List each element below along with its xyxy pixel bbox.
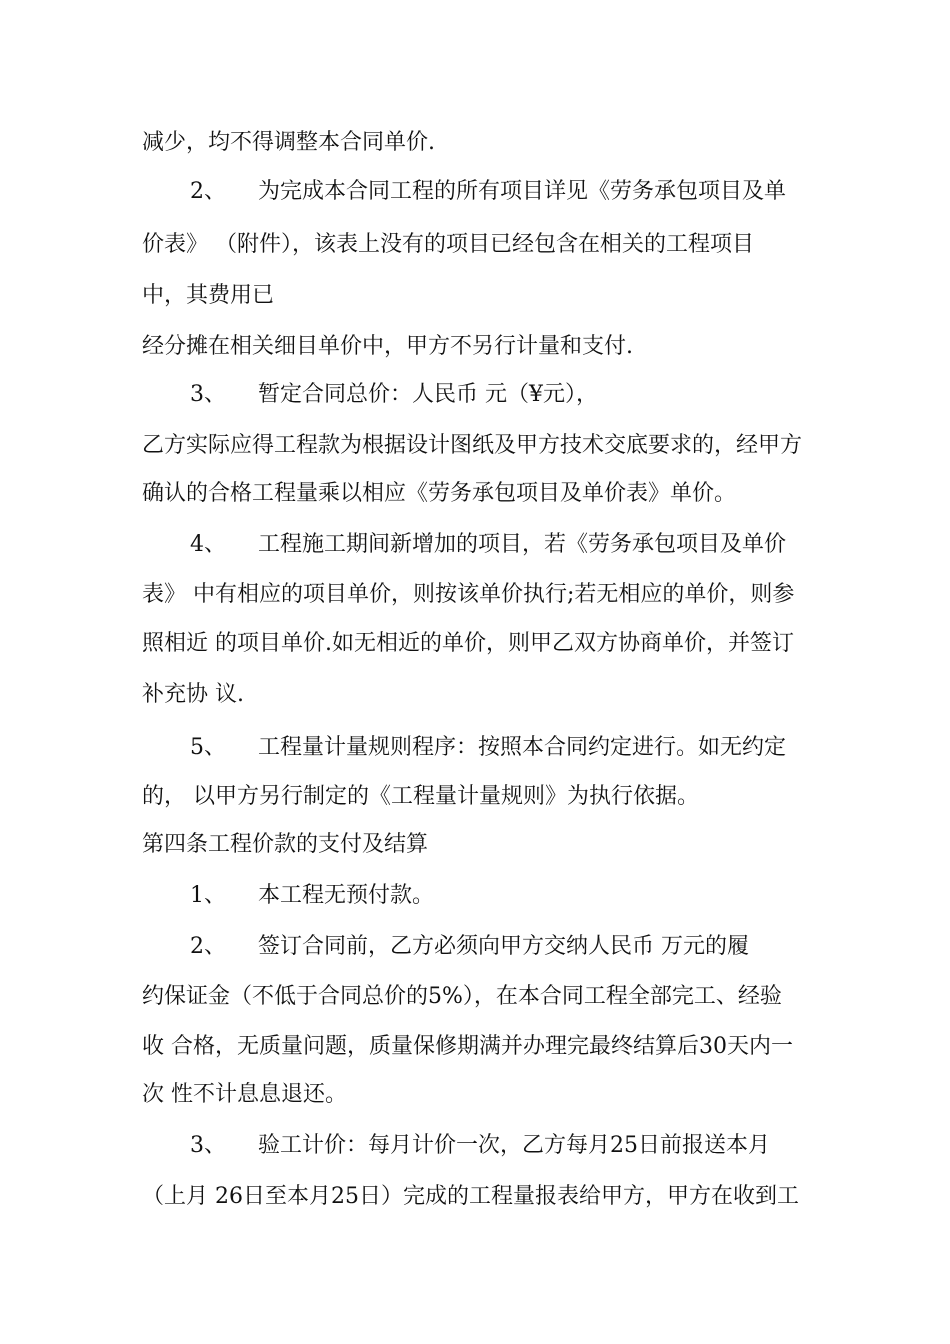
clause-text: 工程施工期间新增加的项目，若《劳务承包项目及单价 <box>258 532 787 557</box>
text-line: 约保证金（不低于合同总价的5%），在本合同工程全部完工、经验 <box>142 984 782 1009</box>
clause-text: 工程量计量规则程序：按照本合同约定进行。如无约定 <box>258 735 787 760</box>
text-line: 减少，均不得调整本合同单价. <box>142 130 435 155</box>
text-line: （上月 26日至本月25日）完成的工程量报表给甲方，甲方在收到工 <box>142 1184 799 1209</box>
clause-line <box>190 881 832 911</box>
text-line: 次 性不计息息退还。 <box>142 1082 347 1107</box>
clause-line <box>190 932 832 962</box>
text-line: 的， 以甲方另行制定的《工程量计量规则》为执行依据。 <box>142 784 699 809</box>
clause-line <box>190 177 832 207</box>
clause-text: 为完成本合同工程的所有项目详见《劳务承包项目及单 <box>258 179 787 204</box>
text-line: 经分摊在相关细目单价中，甲方不另行计量和支付. <box>142 334 633 359</box>
text-line: 中，其费用已 <box>142 283 275 308</box>
item-number: 2、 <box>190 934 226 959</box>
text-line: 补充协 议. <box>142 682 244 707</box>
item-number: 5、 <box>190 735 226 760</box>
item-number: 1、 <box>190 883 226 908</box>
clause-text: 验工计价：每月计价一次，乙方每月25日前报送本月 <box>258 1133 770 1158</box>
item-number: 3、 <box>190 382 226 407</box>
item-number: 4、 <box>190 532 226 557</box>
clause-text: 暂定合同总价：人民币 元（¥元）， <box>258 382 598 407</box>
clause-line <box>190 380 832 410</box>
item-number: 2、 <box>190 179 226 204</box>
item-number: 3、 <box>190 1133 226 1158</box>
clause-line <box>190 530 832 560</box>
text-line: 表》 中有相应的项目单价，则按该单价执行;若无相应的单价，则参 <box>142 582 795 607</box>
text-line: 乙方实际应得工程款为根据设计图纸及甲方技术交底要求的，经甲方 <box>142 433 803 458</box>
clause-text: 签订合同前，乙方必须向甲方交纳人民币 万元的履 <box>258 934 749 959</box>
text-line: 收 合格，无质量问题，质量保修期满并办理完最终结算后30天内一 <box>142 1034 793 1059</box>
text-line: 照相近 的项目单价.如无相近的单价，则甲乙双方协商单价，并签订 <box>142 631 794 656</box>
section-heading: 第四条工程价款的支付及结算 <box>142 832 429 857</box>
clause-line <box>190 733 832 763</box>
clause-text: 本工程无预付款。 <box>258 883 435 908</box>
text-line: 价表》 （附件），该表上没有的项目已经包含在相关的工程项目 <box>142 232 754 257</box>
clause-line <box>190 1131 832 1161</box>
text-line: 确认的合格工程量乘以相应《劳务承包项目及单价表》单价。 <box>142 481 737 506</box>
